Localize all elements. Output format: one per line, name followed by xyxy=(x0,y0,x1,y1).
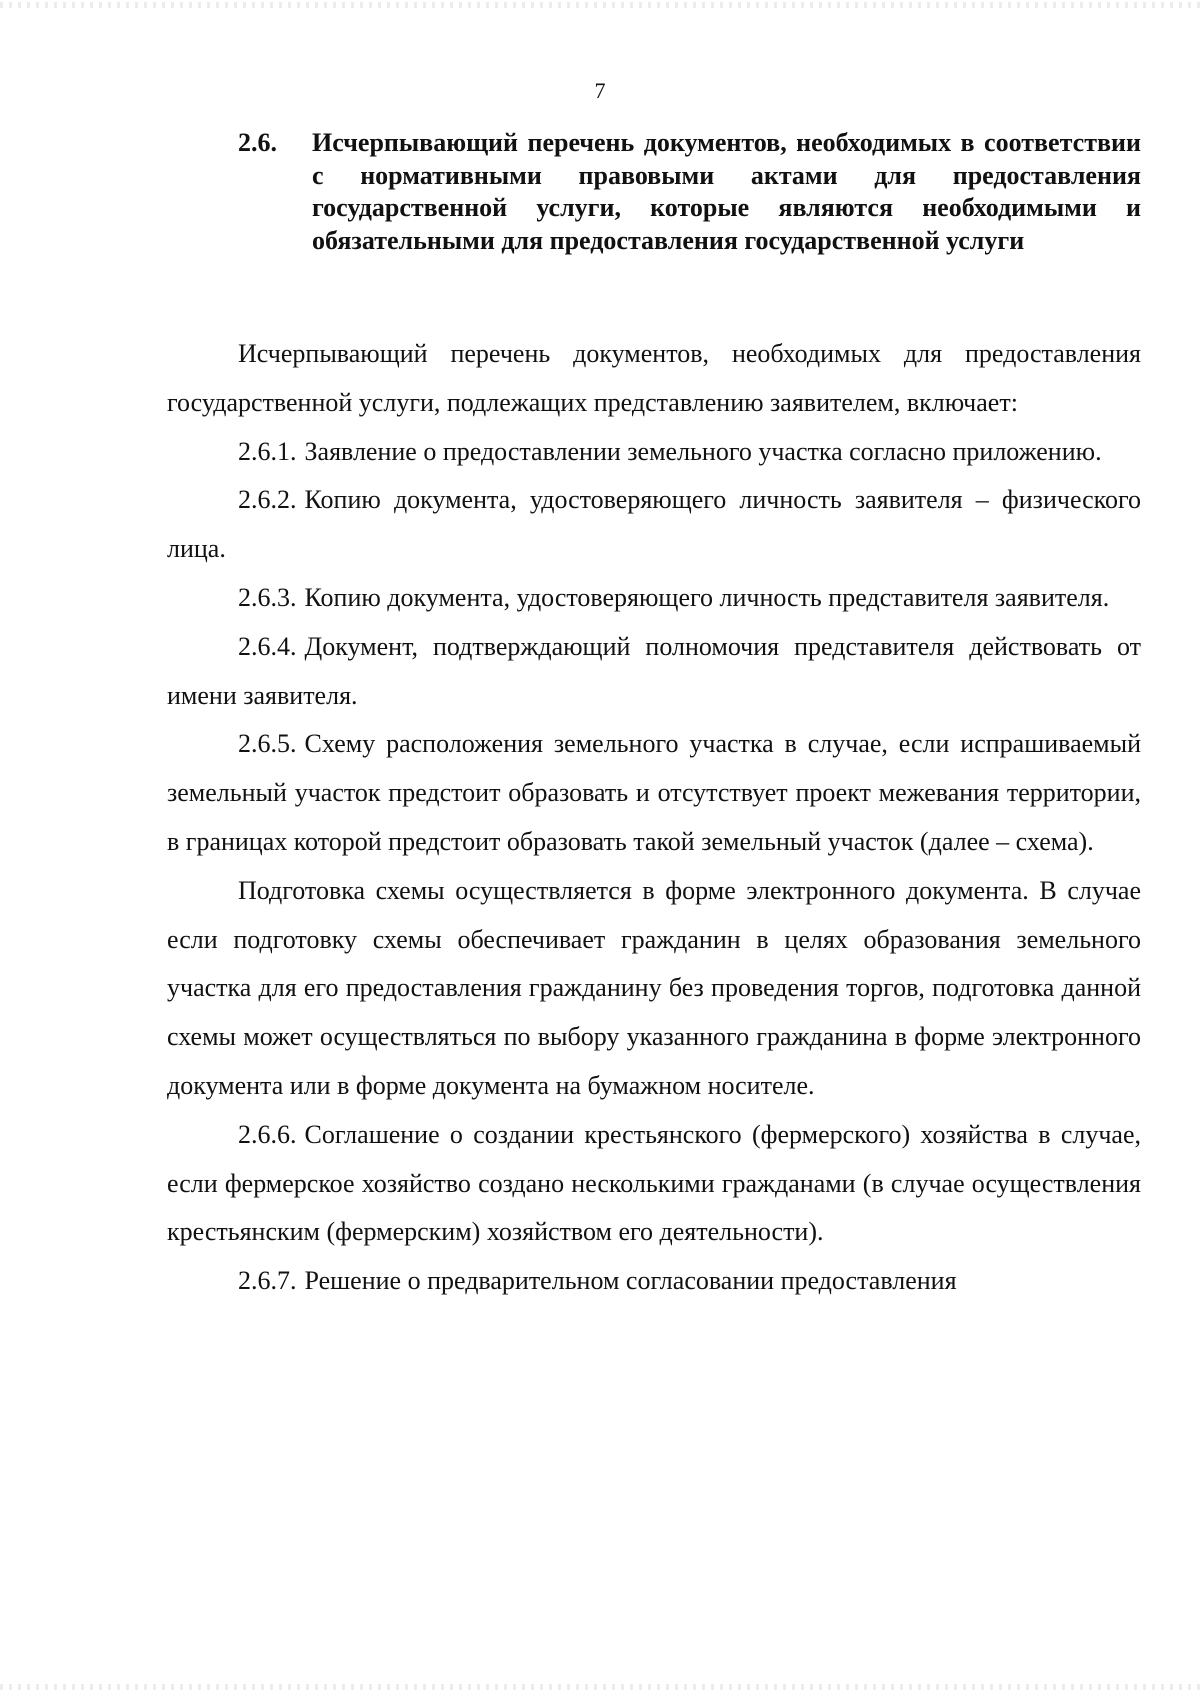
document-body xyxy=(167,330,1141,1306)
paragraph-text: Подготовка схемы осуществляется в форме электронного документа. В случае если подготовку схемы обеспечивает гражданин в целях образования земельного участка для его предоставления гражданину без проведения торгов, подготовка данной схемы может осуществляться по выбору указанного гражданина в форме электронного документа или в форме документа на бумажном носителе. xyxy=(167,875,1141,1100)
list-item-2-6-3 xyxy=(167,574,1141,623)
list-item-2-6-5 xyxy=(167,720,1141,866)
item-text: Схему расположения земельного участка в случае, если испрашиваемый земельный участок предстоит образовать и отсутствует проект межевания территории, в границах которой предстоит образовать такой земельный участок (далее – схема). xyxy=(167,729,1141,856)
item-number: 2.6.6. xyxy=(238,1119,297,1149)
item-text: Соглашение о создании крестьянского (фермерского) хозяйства в случае, если фермерское хозяйство создано несколькими гражданами (в случае осуществления крестьянским (фермерским) хозяйством его деятельности). xyxy=(167,1119,1141,1247)
item-text: Решение о предварительном согласовании предоставления xyxy=(304,1266,957,1296)
scheme-preparation-paragraph xyxy=(167,867,1141,1111)
item-number: 2.6.1. xyxy=(238,436,297,466)
item-number: 2.6.2. xyxy=(238,485,297,515)
scan-bottom-edge xyxy=(0,1684,1200,1690)
item-number: 2.6.3. xyxy=(238,582,297,612)
list-item-2-6-2 xyxy=(167,476,1141,574)
page-number: 7 xyxy=(594,78,606,103)
item-number: 2.6.4. xyxy=(238,631,297,661)
list-item-2-6-6 xyxy=(167,1111,1141,1257)
item-text: Копию документа, удостоверяющего личность заявителя – физического лица. xyxy=(167,485,1141,564)
item-text: Копию документа, удостоверяющего личность представителя заявителя. xyxy=(304,582,1110,612)
section-title: Исчерпывающий перечень документов, необходимых в соответствии с нормативными правовыми актами для предоставления государственной услуги, которые являются необходимыми и обязательными для предоставления государственной услуги xyxy=(312,128,1141,255)
item-text: Документ, подтверждающий полномочия представителя действовать от имени заявителя. xyxy=(167,631,1141,710)
list-item-2-6-4 xyxy=(167,623,1141,721)
intro-paragraph xyxy=(167,330,1141,428)
list-item-2-6-1 xyxy=(167,428,1141,477)
item-text: Заявление о предоставлении земельного участка согласно приложению. xyxy=(304,436,1102,466)
list-item-2-6-7 xyxy=(167,1257,1141,1306)
item-number: 2.6.5. xyxy=(238,729,297,759)
paragraph-text: Исчерпывающий перечень документов, необходимых для предоставления государственной услуги, подлежащих представлению заявителем, включает: xyxy=(167,339,1141,417)
item-number: 2.6.7. xyxy=(238,1266,297,1296)
section-number: 2.6. xyxy=(238,128,277,157)
scan-top-edge xyxy=(0,2,1200,8)
